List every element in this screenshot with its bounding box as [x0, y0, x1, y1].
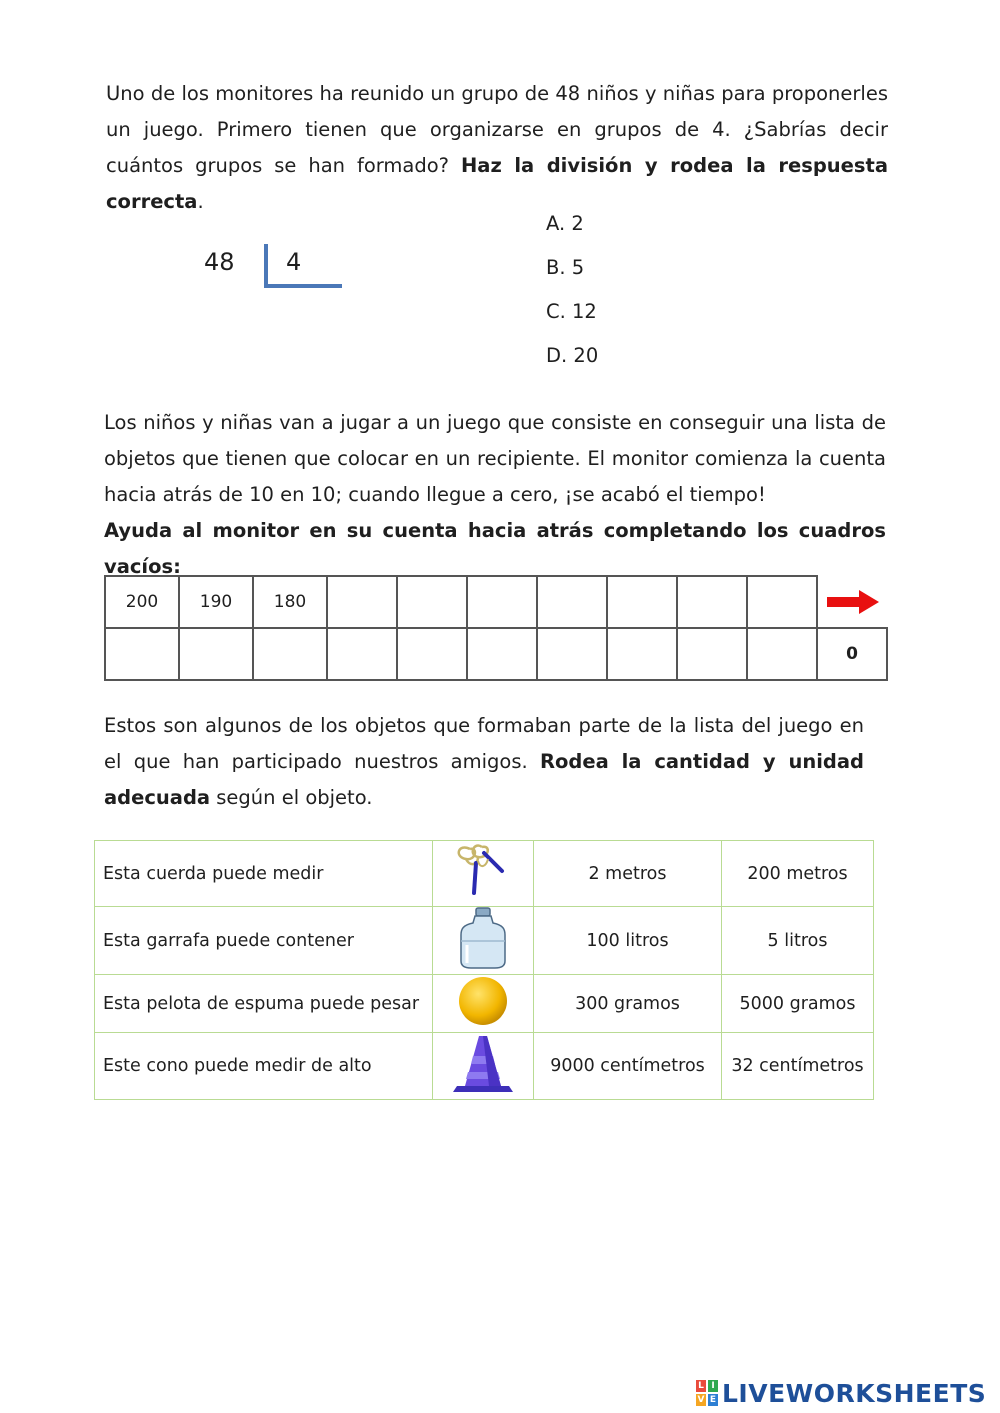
- logo-mark-letter: L: [696, 1380, 706, 1392]
- option-b-cell[interactable]: 32 centímetros: [722, 1033, 874, 1100]
- countdown-input-cell[interactable]: [607, 628, 677, 680]
- problem2-instruction: Ayuda al monitor en su cuenta hacia atrás completando los cuadros vacíos:: [104, 519, 886, 578]
- division-bracket-horizontal: [264, 284, 342, 288]
- object-description: Esta pelota de espuma puede pesar: [95, 975, 433, 1033]
- rope-icon: [448, 841, 518, 901]
- logo-mark-letter: E: [709, 1395, 717, 1405]
- option-b-cell[interactable]: 5 litros: [722, 907, 874, 975]
- object-picture: [433, 975, 534, 1033]
- logo-mark-letter: I: [708, 1380, 718, 1392]
- countdown-input-cell[interactable]: [179, 628, 253, 680]
- liveworksheets-logo: [696, 1378, 986, 1408]
- countdown-input-cell[interactable]: [327, 628, 397, 680]
- option-d[interactable]: D. 20: [546, 344, 599, 367]
- countdown-input-cell[interactable]: [537, 628, 607, 680]
- countdown-input-cell[interactable]: [467, 628, 537, 680]
- arrow-shaft: [827, 597, 861, 607]
- countdown-input-cell[interactable]: [677, 576, 747, 628]
- countdown-input-cell[interactable]: [747, 628, 817, 680]
- countdown-input-cell[interactable]: [397, 628, 467, 680]
- object-row-rope: [95, 841, 874, 907]
- object-picture: [433, 841, 534, 907]
- option-a[interactable]: A. 2: [546, 212, 584, 235]
- arrow-cell: [817, 576, 887, 628]
- countdown-table: [104, 575, 888, 681]
- countdown-cell: 200: [105, 576, 179, 628]
- dividend: 48: [204, 248, 235, 276]
- option-a-cell[interactable]: 9000 centímetros: [534, 1033, 722, 1100]
- water-jug-icon: [453, 907, 513, 969]
- object-row-ball: [95, 975, 874, 1033]
- countdown-input-cell[interactable]: [105, 628, 179, 680]
- option-b-cell[interactable]: 200 metros: [722, 841, 874, 907]
- problem1-text: Uno de los monitores ha reunido un grupo de 48 niños y niñas para proponerles un juego. Primero tienen que organizarse en grupos de 4. ¿Sabrías decir cuántos grupos se han formado? Haz la división y rodea la respuesta correcta.: [106, 82, 888, 213]
- countdown-input-cell[interactable]: [327, 576, 397, 628]
- countdown-row-1: [105, 576, 887, 628]
- object-row-cone: [95, 1033, 874, 1100]
- countdown-input-cell[interactable]: [747, 576, 817, 628]
- logo-text: LIVEWORKSHEETS: [722, 1378, 987, 1408]
- logo-mark-icon: [696, 1380, 718, 1406]
- object-picture: [433, 1033, 534, 1100]
- ball-icon: [456, 975, 510, 1027]
- countdown-input-cell[interactable]: [467, 576, 537, 628]
- option-a-cell[interactable]: 300 gramos: [534, 975, 722, 1033]
- countdown-input-cell[interactable]: [397, 576, 467, 628]
- problem1-instruction: Haz la división y rodea la respuesta correcta: [106, 154, 888, 213]
- object-row-jug: [95, 907, 874, 975]
- countdown-input-cell[interactable]: [253, 628, 327, 680]
- cone-icon: [451, 1034, 515, 1094]
- problem3-instruction: Rodea la cantidad y unidad adecuada: [104, 750, 865, 809]
- countdown-input-cell[interactable]: [677, 628, 747, 680]
- problem3-text: Estos son algunos de los objetos que formaban parte de la lista del juego en el que han participado nuestros amigos. Rodea la cantidad y unidad adecuada según el objeto.: [104, 714, 865, 809]
- object-description: Esta cuerda puede medir: [95, 841, 433, 907]
- countdown-cell: 190: [179, 576, 253, 628]
- countdown-cell: 180: [253, 576, 327, 628]
- countdown-row-2: [105, 628, 887, 680]
- divisor: 4: [286, 248, 302, 276]
- right-arrow-icon: [825, 589, 881, 615]
- object-description: Este cono puede medir de alto: [95, 1033, 433, 1100]
- countdown-cell-zero: 0: [817, 628, 887, 680]
- objects-table: [94, 840, 874, 1100]
- countdown-input-cell[interactable]: [607, 576, 677, 628]
- logo-mark-letter: V: [697, 1395, 705, 1405]
- object-description: Esta garrafa puede contener: [95, 907, 433, 975]
- option-c[interactable]: C. 12: [546, 300, 597, 323]
- option-b-cell[interactable]: 5000 gramos: [722, 975, 874, 1033]
- countdown-input-cell[interactable]: [537, 576, 607, 628]
- object-picture: [433, 907, 534, 975]
- option-b[interactable]: B. 5: [546, 256, 585, 279]
- division-bracket-vertical: [264, 244, 268, 288]
- option-a-cell[interactable]: 2 metros: [534, 841, 722, 907]
- division-layout: [200, 240, 360, 300]
- problem2-text: Los niños y niñas van a jugar a un juego que consiste en conseguir una lista de objetos que tienen que colocar en un recipiente. El monitor comienza la cuenta hacia atrás de 10 en 10; cuando llegue a cero, ¡se acabó el tiempo!: [104, 411, 886, 506]
- option-a-cell[interactable]: 100 litros: [534, 907, 722, 975]
- answer-options: [546, 206, 598, 382]
- arrow-head: [859, 590, 879, 614]
